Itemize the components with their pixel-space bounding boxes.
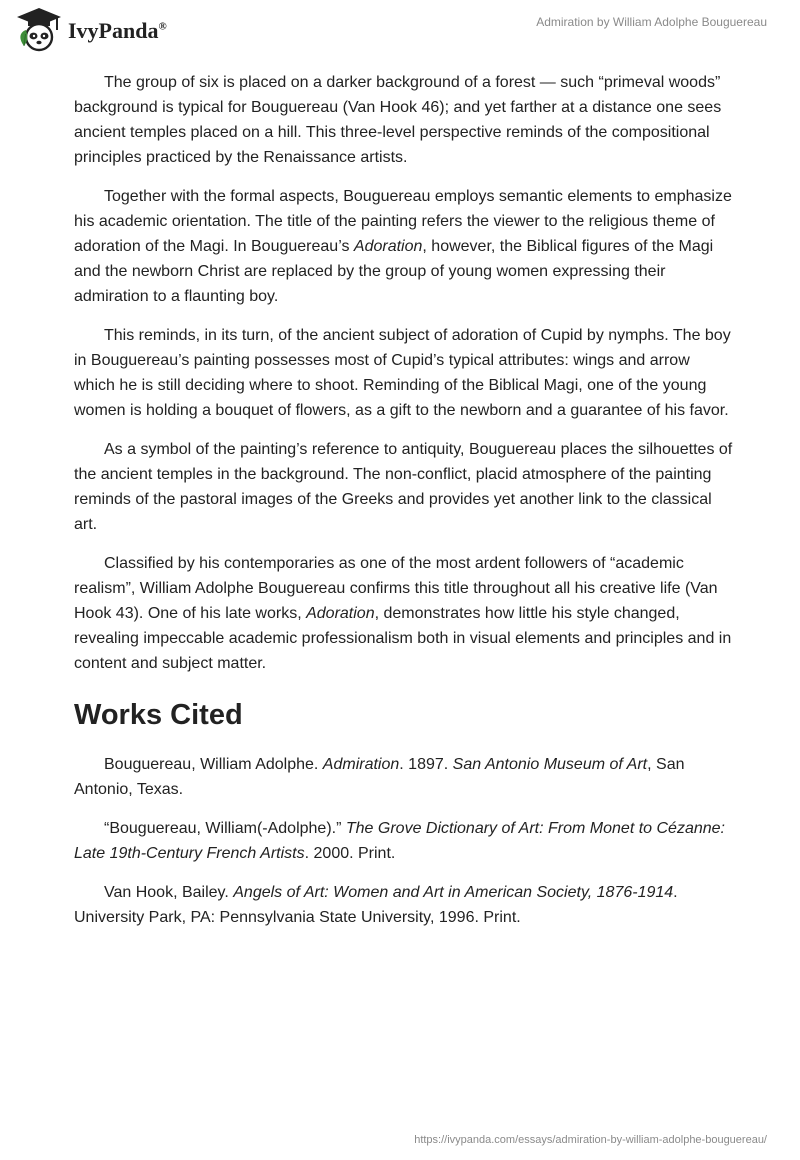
- citation-entry: Bouguereau, William Adolphe. Admiration. 1897. San Antonio Museum of Art, San Antonio, Texas.: [74, 756, 685, 798]
- body-paragraph: Classified by his contemporaries as one of the most ardent followers of “academic realism”, William Adolphe Bouguereau confirms this title throughout all his creative life (Van Hook 43). One of his late works, Adoration, demonstrates how little his style changed, revealing impeccable academic professionalism both in visual elements and principles and in content and subject matter.: [74, 555, 732, 672]
- ivypanda-logo[interactable]: [14, 6, 167, 52]
- essay-content: [74, 70, 734, 944]
- works-cited-heading: Works Cited: [74, 699, 243, 731]
- panda-graduate-icon: [14, 6, 64, 52]
- citation-entry: “Bouguereau, William(-Adolphe).” The Grove Dictionary of Art: From Monet to Cézanne: Late 19th-Century French Artists. 2000. Print.: [74, 820, 725, 862]
- citation-entry: Van Hook, Bailey. Angels of Art: Women and Art in American Society, 1876-1914. University Park, PA: Pennsylvania State University, 1996. Print.: [74, 884, 678, 926]
- body-paragraph: The group of six is placed on a darker background of a forest — such “primeval woods” background is typical for Bouguereau (Van Hook 46); and yet farther at a distance one sees ancient temples placed on a hill. This three-level perspective reminds of the compositional principles practiced by the Renaissance artists.: [74, 74, 722, 166]
- body-paragraph: This reminds, in its turn, of the ancient subject of adoration of Cupid by nymphs. The boy in Bouguereau’s painting possesses most of Cupid’s typical attributes: wings and arrow which he is still deciding where to shoot. Reminding of the Biblical Magi, one of the young women is holding a bouquet of flowers, as a gift to the newborn and a guarantee of his favor.: [74, 327, 731, 419]
- source-url-link[interactable]: https://ivypanda.com/essays/admiration-by-william-adolphe-bouguereau/: [414, 1134, 767, 1146]
- brand-name: IvyPanda®: [68, 18, 167, 43]
- body-paragraph: Together with the formal aspects, Bouguereau employs semantic elements to emphasize his academic orientation. The title of the painting refers the viewer to the religious theme of adoration of the Magi. In Bouguereau’s Adoration, however, the Biblical figures of the Magi and the newborn Christ are replaced by the group of young women expressing their admiration to a flaunting boy.: [74, 188, 732, 305]
- page-header: [0, 0, 800, 70]
- document-title: Admiration by William Adolphe Bouguereau: [536, 15, 767, 29]
- body-paragraph: As a symbol of the painting’s reference to antiquity, Bouguereau places the silhouettes of the ancient temples in the background. The non-conflict, placid atmosphere of the painting reminds of the pastoral images of the Greeks and provides yet another link to the classical art.: [74, 441, 733, 533]
